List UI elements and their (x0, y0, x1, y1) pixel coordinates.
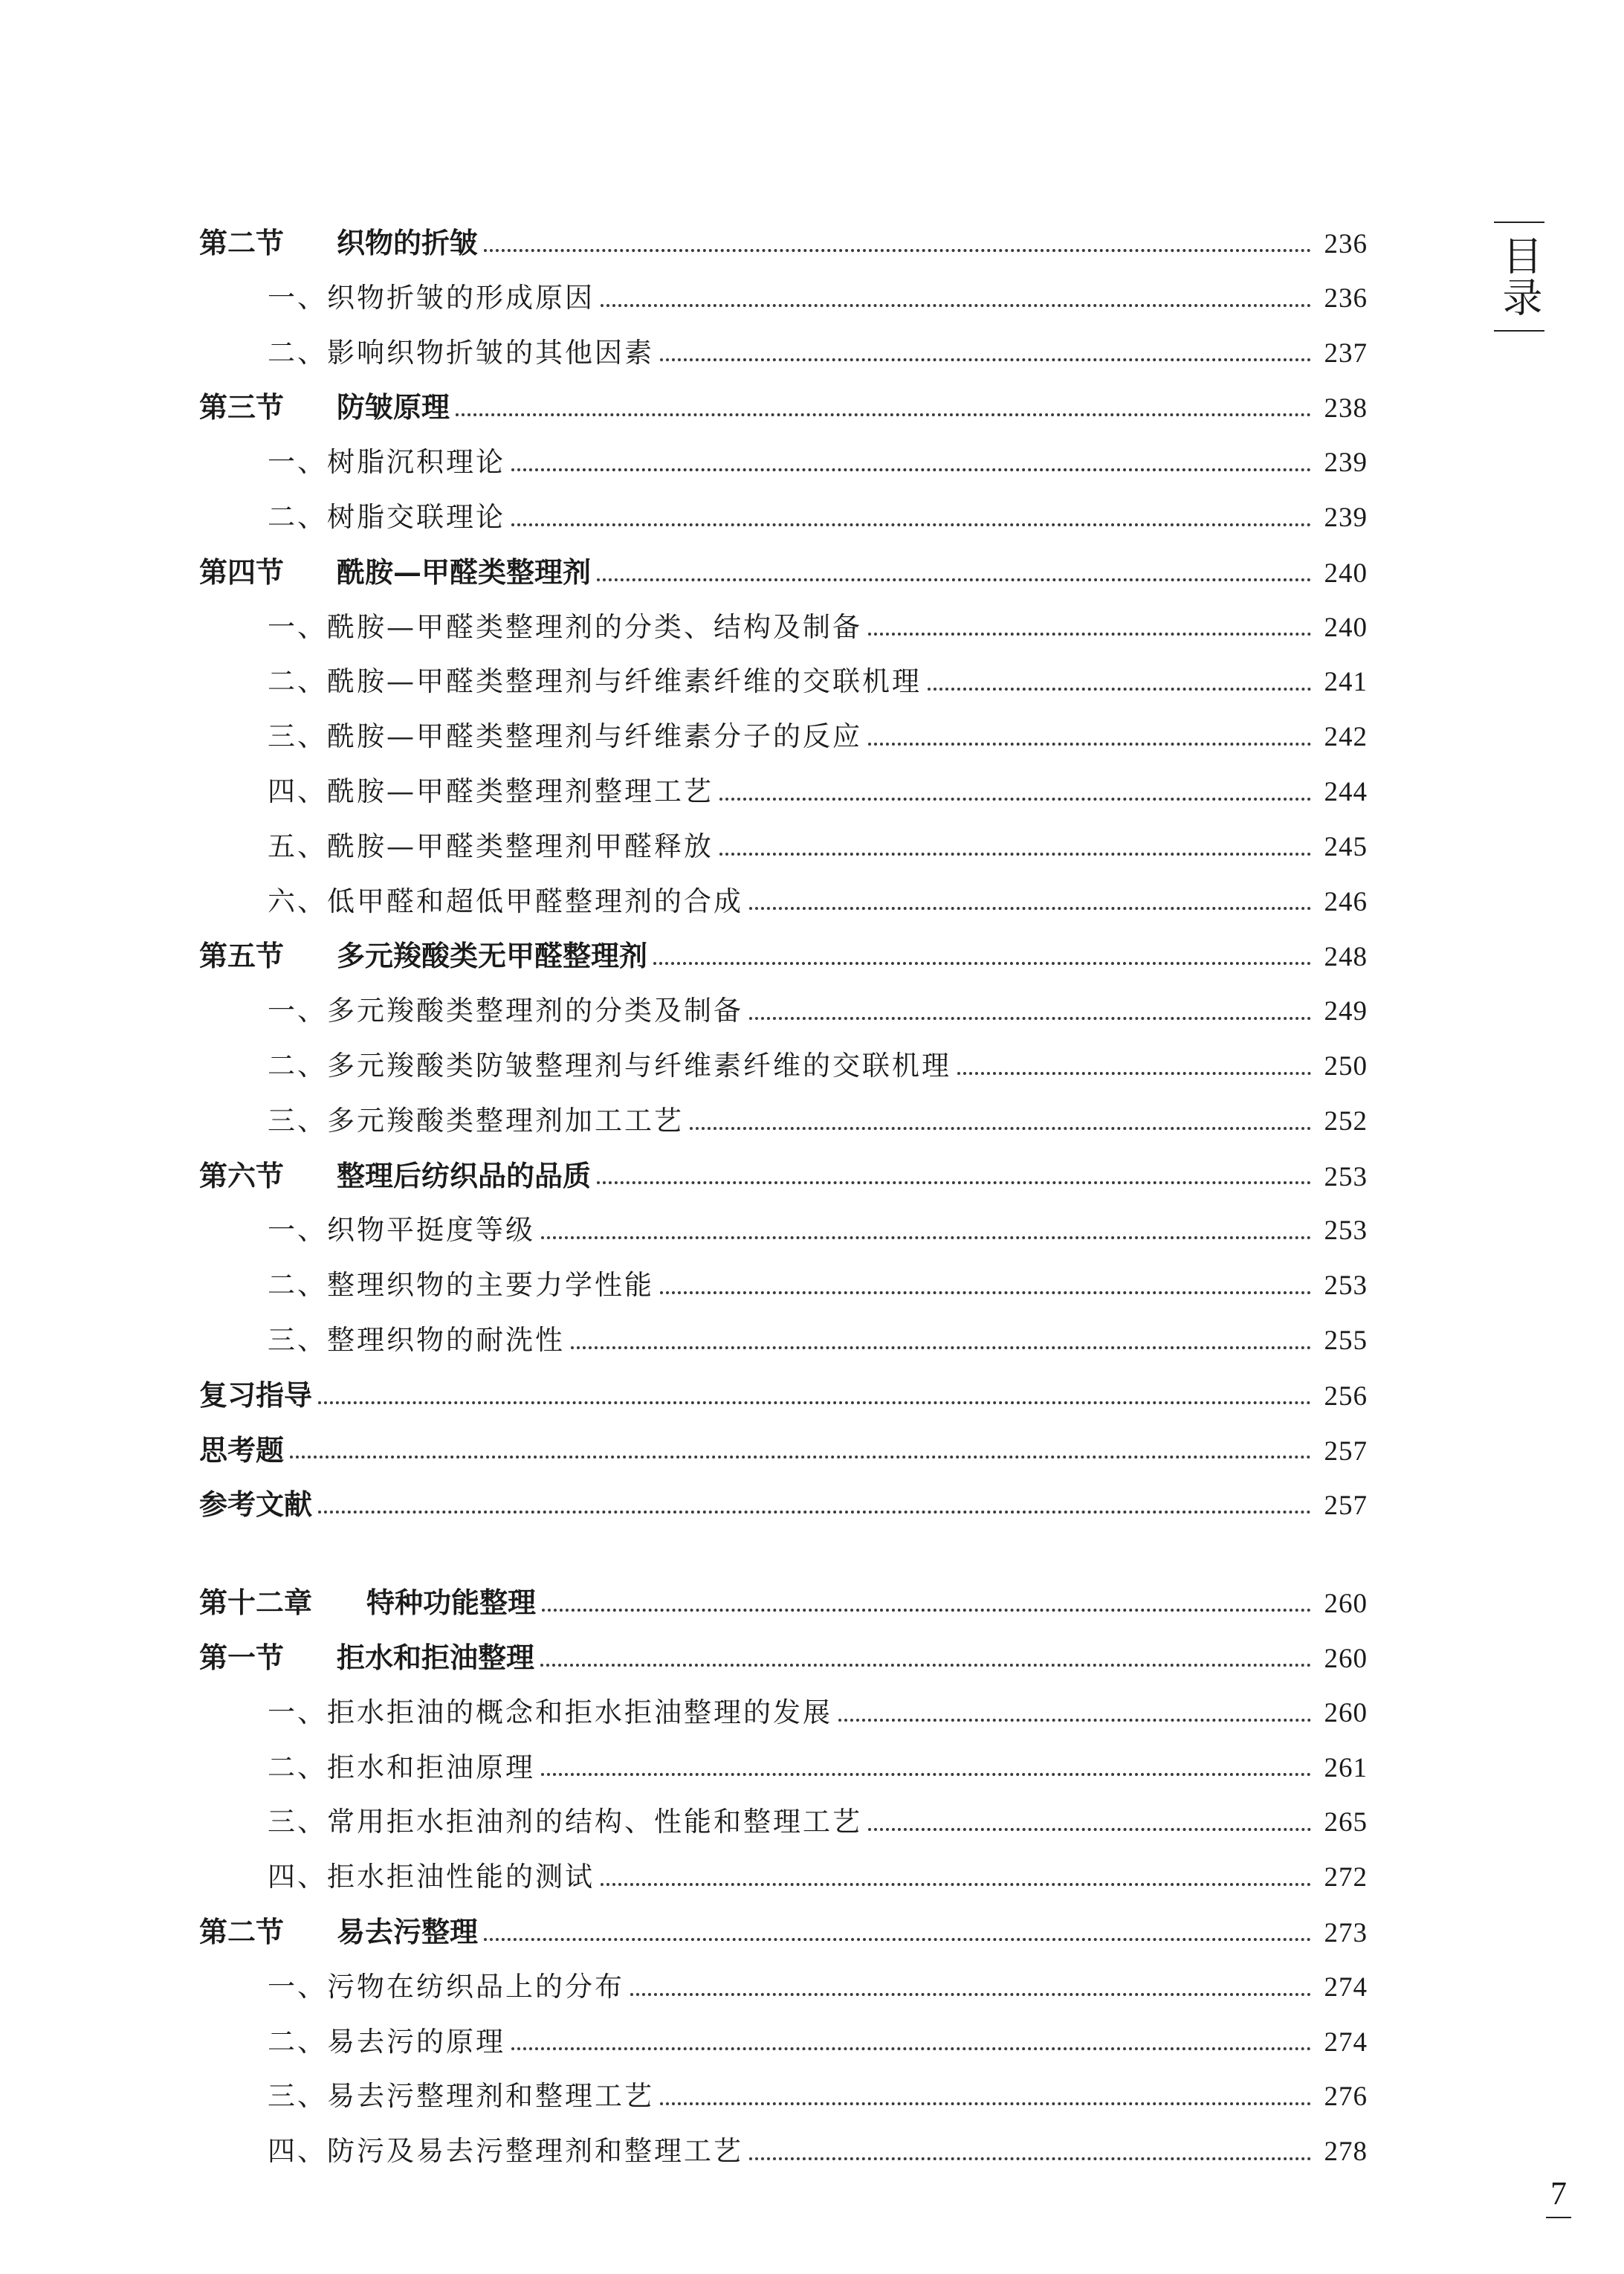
toc-entry-number: 第六节 (199, 1158, 285, 1192)
toc-entry-title: 拒水和拒油整理 (337, 1640, 535, 1674)
toc-entry-title: 四、拒水拒油性能的测试 (268, 1861, 595, 1893)
toc-entry-sub[interactable] (199, 1258, 1368, 1313)
toc-entry-sub[interactable] (199, 983, 1368, 1039)
toc-entry-title: 三、酰胺—甲醛类整理剂与纤维素分子的反应 (268, 720, 862, 753)
dot-leader (868, 633, 1311, 636)
page-number-rule (1546, 2217, 1571, 2218)
toc-entry-sub[interactable] (199, 1850, 1368, 1905)
toc-entry-title: 一、拒水拒油的概念和拒水拒油整理的发展 (268, 1696, 832, 1728)
toc-entry-page: 239 (1324, 448, 1368, 479)
dot-leader (660, 2102, 1311, 2105)
toc-entry-page: 236 (1324, 229, 1368, 259)
toc-entry-sub[interactable] (199, 819, 1368, 874)
toc-entry-sub[interactable] (199, 1960, 1368, 2015)
dot-leader (541, 1236, 1311, 1239)
toc-entry-title: 二、多元羧酸类防皱整理剂与纤维素纤维的交联机理 (268, 1049, 951, 1082)
toc-entry-title: 四、防污及易去污整理剂和整理工艺 (268, 2135, 743, 2168)
toc-entry-top[interactable] (199, 1477, 1368, 1532)
dot-leader (511, 2047, 1311, 2050)
toc-entry-page: 236 (1324, 282, 1368, 314)
toc-entry-number: 第十二章 (199, 1586, 313, 1620)
toc-entry-title: 三、多元羧酸类整理剂加工工艺 (268, 1104, 684, 1137)
toc-entry-page: 249 (1324, 996, 1368, 1027)
dot-leader (597, 578, 1310, 581)
dot-leader (541, 1773, 1311, 1776)
toc-entry-title: 特种功能整理 (366, 1586, 537, 1620)
toc-entry-page: 241 (1324, 667, 1368, 698)
toc-entry-page: 257 (1324, 1490, 1368, 1522)
page-number-text: 7 (1550, 2175, 1567, 2212)
dot-leader (928, 688, 1311, 691)
dot-leader (511, 468, 1311, 471)
toc-entry-title: 参考文献 (199, 1488, 313, 1522)
toc-entry-sub[interactable] (199, 490, 1368, 545)
page-number (1546, 2174, 1571, 2218)
toc-entry-sub[interactable] (199, 271, 1368, 326)
section-tab (1494, 222, 1544, 332)
toc-entry-title: 酰胺—甲醛类整理剂 (337, 555, 592, 589)
toc-entry-sub[interactable] (199, 1685, 1368, 1740)
toc-entry-sub[interactable] (199, 1203, 1368, 1258)
toc-entry-page: 255 (1324, 1325, 1368, 1356)
toc-entry-sec[interactable] (199, 380, 1368, 435)
dot-leader (719, 853, 1311, 856)
toc-spacer (199, 1532, 1368, 1575)
dot-leader (868, 1828, 1311, 1831)
dot-leader (318, 1401, 1310, 1404)
toc-entry-sub[interactable] (199, 2069, 1368, 2124)
toc-entry-page: 244 (1324, 776, 1368, 807)
toc-entry-title: 二、酰胺—甲醛类整理剂与纤维素纤维的交联机理 (268, 665, 922, 698)
toc-entry-page: 253 (1324, 1215, 1368, 1247)
tab-bottom-rule (1494, 330, 1544, 332)
toc-entry-title: 防皱原理 (337, 390, 450, 424)
toc-entry-title: 整理后纺织品的品质 (337, 1158, 592, 1192)
toc-entry-page: 265 (1324, 1807, 1368, 1838)
toc-entry-number: 第二节 (199, 1914, 285, 1948)
toc-entry-sub[interactable] (199, 654, 1368, 709)
toc-entry-title: 多元羧酸类无甲醛整理剂 (337, 939, 648, 973)
toc-entry-sub[interactable] (199, 2015, 1368, 2070)
dot-leader (749, 2157, 1311, 2160)
dot-leader (318, 1511, 1310, 1514)
toc-entry-sub[interactable] (199, 1313, 1368, 1368)
toc-entry-page: 272 (1324, 1862, 1368, 1893)
toc-entry-page: 253 (1324, 1270, 1368, 1302)
dot-leader (749, 907, 1311, 910)
toc-entry-page: 246 (1324, 886, 1368, 917)
dot-leader (838, 1719, 1311, 1722)
toc-entry-page: 278 (1324, 2136, 1368, 2168)
toc-entry-page: 245 (1324, 831, 1368, 862)
toc-entry-sec[interactable] (199, 928, 1368, 983)
toc-entry-page: 250 (1324, 1050, 1368, 1082)
toc-entry-page: 273 (1324, 1917, 1368, 1948)
dot-leader (719, 798, 1311, 801)
toc-entry-sec[interactable] (199, 1905, 1368, 1960)
toc-entry-title: 三、整理织物的耐洗性 (268, 1323, 565, 1356)
toc-entry-page: 274 (1324, 2026, 1368, 2058)
toc-entry-sub[interactable] (199, 2124, 1368, 2179)
toc-entry-top[interactable] (199, 1368, 1368, 1423)
dot-leader (868, 743, 1311, 746)
toc-entry-page: 248 (1324, 942, 1368, 973)
toc-entry-title: 思考题 (199, 1432, 285, 1467)
dot-leader (484, 249, 1310, 252)
toc-entry-sub[interactable] (199, 1094, 1368, 1149)
toc-entry-title: 二、整理织物的主要力学性能 (268, 1269, 654, 1302)
toc-entry-page: 237 (1324, 337, 1368, 369)
toc-entry-sec[interactable] (199, 1630, 1368, 1685)
dot-leader (660, 1291, 1311, 1294)
toc-entry-title: 一、酰胺—甲醛类整理剂的分类、结构及制备 (268, 610, 862, 643)
dot-leader (597, 1181, 1310, 1184)
dot-leader (571, 1346, 1311, 1349)
dot-leader (456, 413, 1310, 416)
toc-entry-title: 一、污物在纺织品上的分布 (268, 1970, 624, 2003)
toc-entry-number: 第二节 (199, 226, 285, 259)
table-of-contents (199, 216, 1368, 2179)
toc-entry-sub[interactable] (199, 764, 1368, 819)
toc-entry-page: 238 (1324, 393, 1368, 424)
dot-leader (690, 1127, 1311, 1130)
toc-entry-page: 260 (1324, 1589, 1368, 1620)
dot-leader (601, 304, 1311, 307)
toc-entry-title: 一、多元羧酸类整理剂的分类及制备 (268, 995, 743, 1027)
toc-entry-title: 一、织物平挺度等级 (268, 1214, 535, 1247)
toc-entry-top[interactable] (199, 1423, 1368, 1478)
toc-entry-sec[interactable] (199, 545, 1368, 600)
toc-entry-page: 252 (1324, 1105, 1368, 1137)
toc-entry-page: 276 (1324, 2081, 1368, 2113)
dot-leader (290, 1456, 1310, 1459)
toc-entry-number: 第一节 (199, 1640, 285, 1674)
toc-entry-sub[interactable] (199, 709, 1368, 764)
dot-leader (540, 1664, 1310, 1667)
toc-entry-sub[interactable] (199, 874, 1368, 929)
toc-entry-title: 六、低甲醛和超低甲醛整理剂的合成 (268, 885, 743, 917)
toc-entry-title: 五、酰胺—甲醛类整理剂甲醛释放 (268, 830, 714, 862)
toc-entry-page: 257 (1324, 1435, 1368, 1467)
toc-entry-sub[interactable] (199, 435, 1368, 490)
toc-entry-title: 易去污整理 (337, 1914, 479, 1948)
toc-entry-page: 256 (1324, 1380, 1368, 1412)
toc-entry-page: 239 (1324, 502, 1368, 533)
toc-entry-title: 三、常用拒水拒油剂的结构、性能和整理工艺 (268, 1806, 862, 1838)
dot-leader (749, 1017, 1311, 1020)
toc-entry-title: 三、易去污整理剂和整理工艺 (268, 2080, 654, 2113)
toc-entry-page: 240 (1324, 612, 1368, 643)
toc-entry-sec[interactable] (199, 216, 1368, 271)
toc-entry-page: 274 (1324, 1971, 1368, 2003)
toc-entry-title: 二、树脂交联理论 (268, 500, 505, 533)
dot-leader (542, 1609, 1310, 1612)
toc-entry-title: 复习指导 (199, 1377, 313, 1412)
dot-leader (653, 962, 1310, 965)
toc-entry-number: 第三节 (199, 390, 285, 424)
toc-entry-title: 二、拒水和拒油原理 (268, 1751, 535, 1783)
toc-entry-sub[interactable] (199, 1039, 1368, 1094)
toc-entry-page: 253 (1324, 1161, 1368, 1192)
toc-entry-page: 260 (1324, 1697, 1368, 1728)
toc-entry-number: 第四节 (199, 555, 285, 589)
toc-entry-title: 一、织物折皱的形成原因 (268, 281, 595, 314)
dot-leader (484, 1938, 1310, 1941)
toc-entry-title: 二、影响织物折皱的其他因素 (268, 336, 654, 369)
dot-leader (957, 1072, 1311, 1075)
section-tab-label: 目录 (1496, 235, 1543, 318)
toc-entry-page: 242 (1324, 722, 1368, 753)
dot-leader (630, 1993, 1311, 1996)
toc-entry-page: 261 (1324, 1752, 1368, 1783)
toc-entry-sub[interactable] (199, 326, 1368, 381)
toc-entry-number: 第五节 (199, 939, 285, 973)
dot-leader (601, 1883, 1311, 1886)
toc-entry-title: 织物的折皱 (337, 226, 479, 259)
toc-entry-sub[interactable] (199, 1740, 1368, 1795)
dot-leader (511, 523, 1311, 526)
toc-entry-sub[interactable] (199, 600, 1368, 655)
toc-entry-page: 260 (1324, 1643, 1368, 1674)
toc-entry-sub[interactable] (199, 1795, 1368, 1850)
toc-entry-title: 一、树脂沉积理论 (268, 446, 505, 479)
toc-entry-title: 二、易去污的原理 (268, 2025, 505, 2058)
dot-leader (660, 358, 1311, 361)
toc-entry-page: 240 (1324, 558, 1368, 589)
toc-entry-chap[interactable] (199, 1575, 1368, 1630)
toc-entry-sec[interactable] (199, 1149, 1368, 1204)
toc-entry-title: 四、酰胺—甲醛类整理剂整理工艺 (268, 775, 714, 807)
